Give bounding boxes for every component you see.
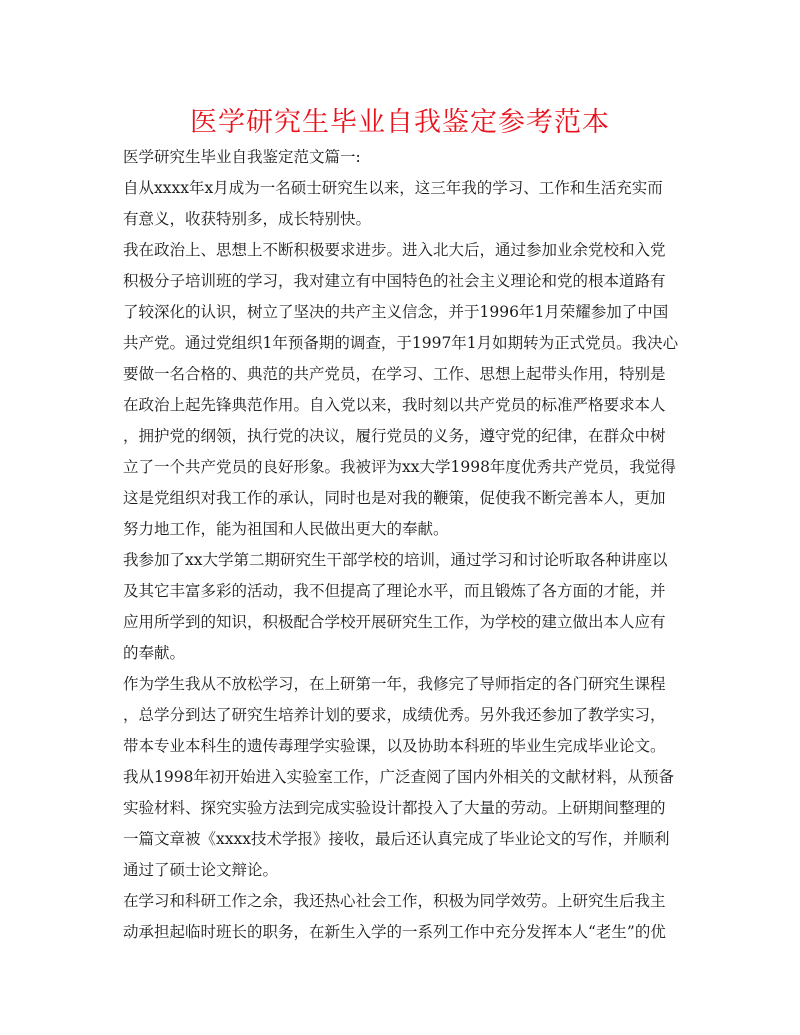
text-line: 积极分子培训班的学习，我对建立有中国特色的社会主义理论和党的根本道路有 (123, 272, 666, 290)
text-line: 在政治上起先锋典范作用。自入党以来，我时刻以共产党员的标准严格要求本人 (123, 396, 666, 414)
text-line: 通过了硕士论文辩论。 (123, 861, 279, 879)
text-line: 要做一名合格的、典范的共产党员，在学习、工作、思想上起带头作用，特别是 (123, 365, 666, 383)
text-line: 作为学生我从不放松学习，在上研第一年，我修完了导师指定的各门研究生课程 (123, 675, 666, 693)
text-line: 努力地工作，能为祖国和人民做出更大的奉献。 (123, 520, 449, 538)
text-line: 自从xxxx年x月成为一名硕士研究生以来，这三年我的学习、工作和生活充实而 (123, 179, 663, 197)
text-line: 带本专业本科生的遗传毒理学实验课，以及协助本科班的毕业生完成毕业论文。 (123, 737, 666, 755)
text-line: 在学习和科研工作之余，我还热心社会工作，积极为同学效劳。上研究生后我主 (123, 892, 666, 910)
text-line: 我参加了xx大学第二期研究生干部学校的培训，通过学习和讨论听取各种讲座以 (123, 551, 668, 569)
text-line: 一篇文章被《xxxx技术学报》接收，最后还认真完成了毕业论文的写作，并顺利 (123, 830, 670, 848)
text-line: 共产党。通过党组织1年预备期的调查，于1997年1月如期转为正式党员。我决心 (123, 334, 679, 352)
text-line: 有意义，收获特别多，成长特别快。 (123, 210, 372, 228)
text-line: 应用所学到的知识，积极配合学校开展研究生工作，为学校的建立做出本人应有 (123, 613, 666, 631)
text-line: 医学研究生毕业自我鉴定范文篇一: (123, 148, 361, 166)
document-title: 医学研究生毕业自我鉴定参考范本 (190, 107, 610, 138)
document-body (123, 142, 683, 948)
text-line: 我在政治上、思想上不断积极要求进步。进入北大后，通过参加业余党校和入党 (123, 241, 666, 259)
text-line: ，拥护党的纲领，执行党的决议，履行党员的义务，遵守党的纪律，在群众中树 (123, 427, 666, 445)
text-line: 我从1998年初开始进入实验室工作，广泛查阅了国内外相关的文献材料，从预备 (123, 768, 674, 786)
text-line: 动承担起临时班长的职务，在新生入学的一系列工作中充分发挥本人“老生”的优 (123, 923, 666, 941)
text-line: 的奉献。 (123, 644, 186, 662)
text-line: 这是党组织对我工作的承认，同时也是对我的鞭策，促使我不断完善本人，更加 (123, 489, 666, 507)
text-line: 实验材料、探究实验方法到完成实验设计都投入了大量的劳动。上研期间整理的 (123, 799, 666, 817)
text-line: 及其它丰富多彩的活动，我不但提高了理论水平，而且锻炼了各方面的才能，并 (123, 582, 666, 600)
text-line: 立了一个共产党员的良好形象。我被评为xx大学1998年度优秀共产党员，我觉得 (123, 458, 676, 476)
text-line: ，总学分到达了研究生培养计划的要求，成绩优秀。另外我还参加了教学实习， (123, 706, 666, 724)
text-line: 了较深化的认识，树立了坚决的共产主义信念，并于1996年1月荣耀参加了中国 (123, 303, 669, 321)
